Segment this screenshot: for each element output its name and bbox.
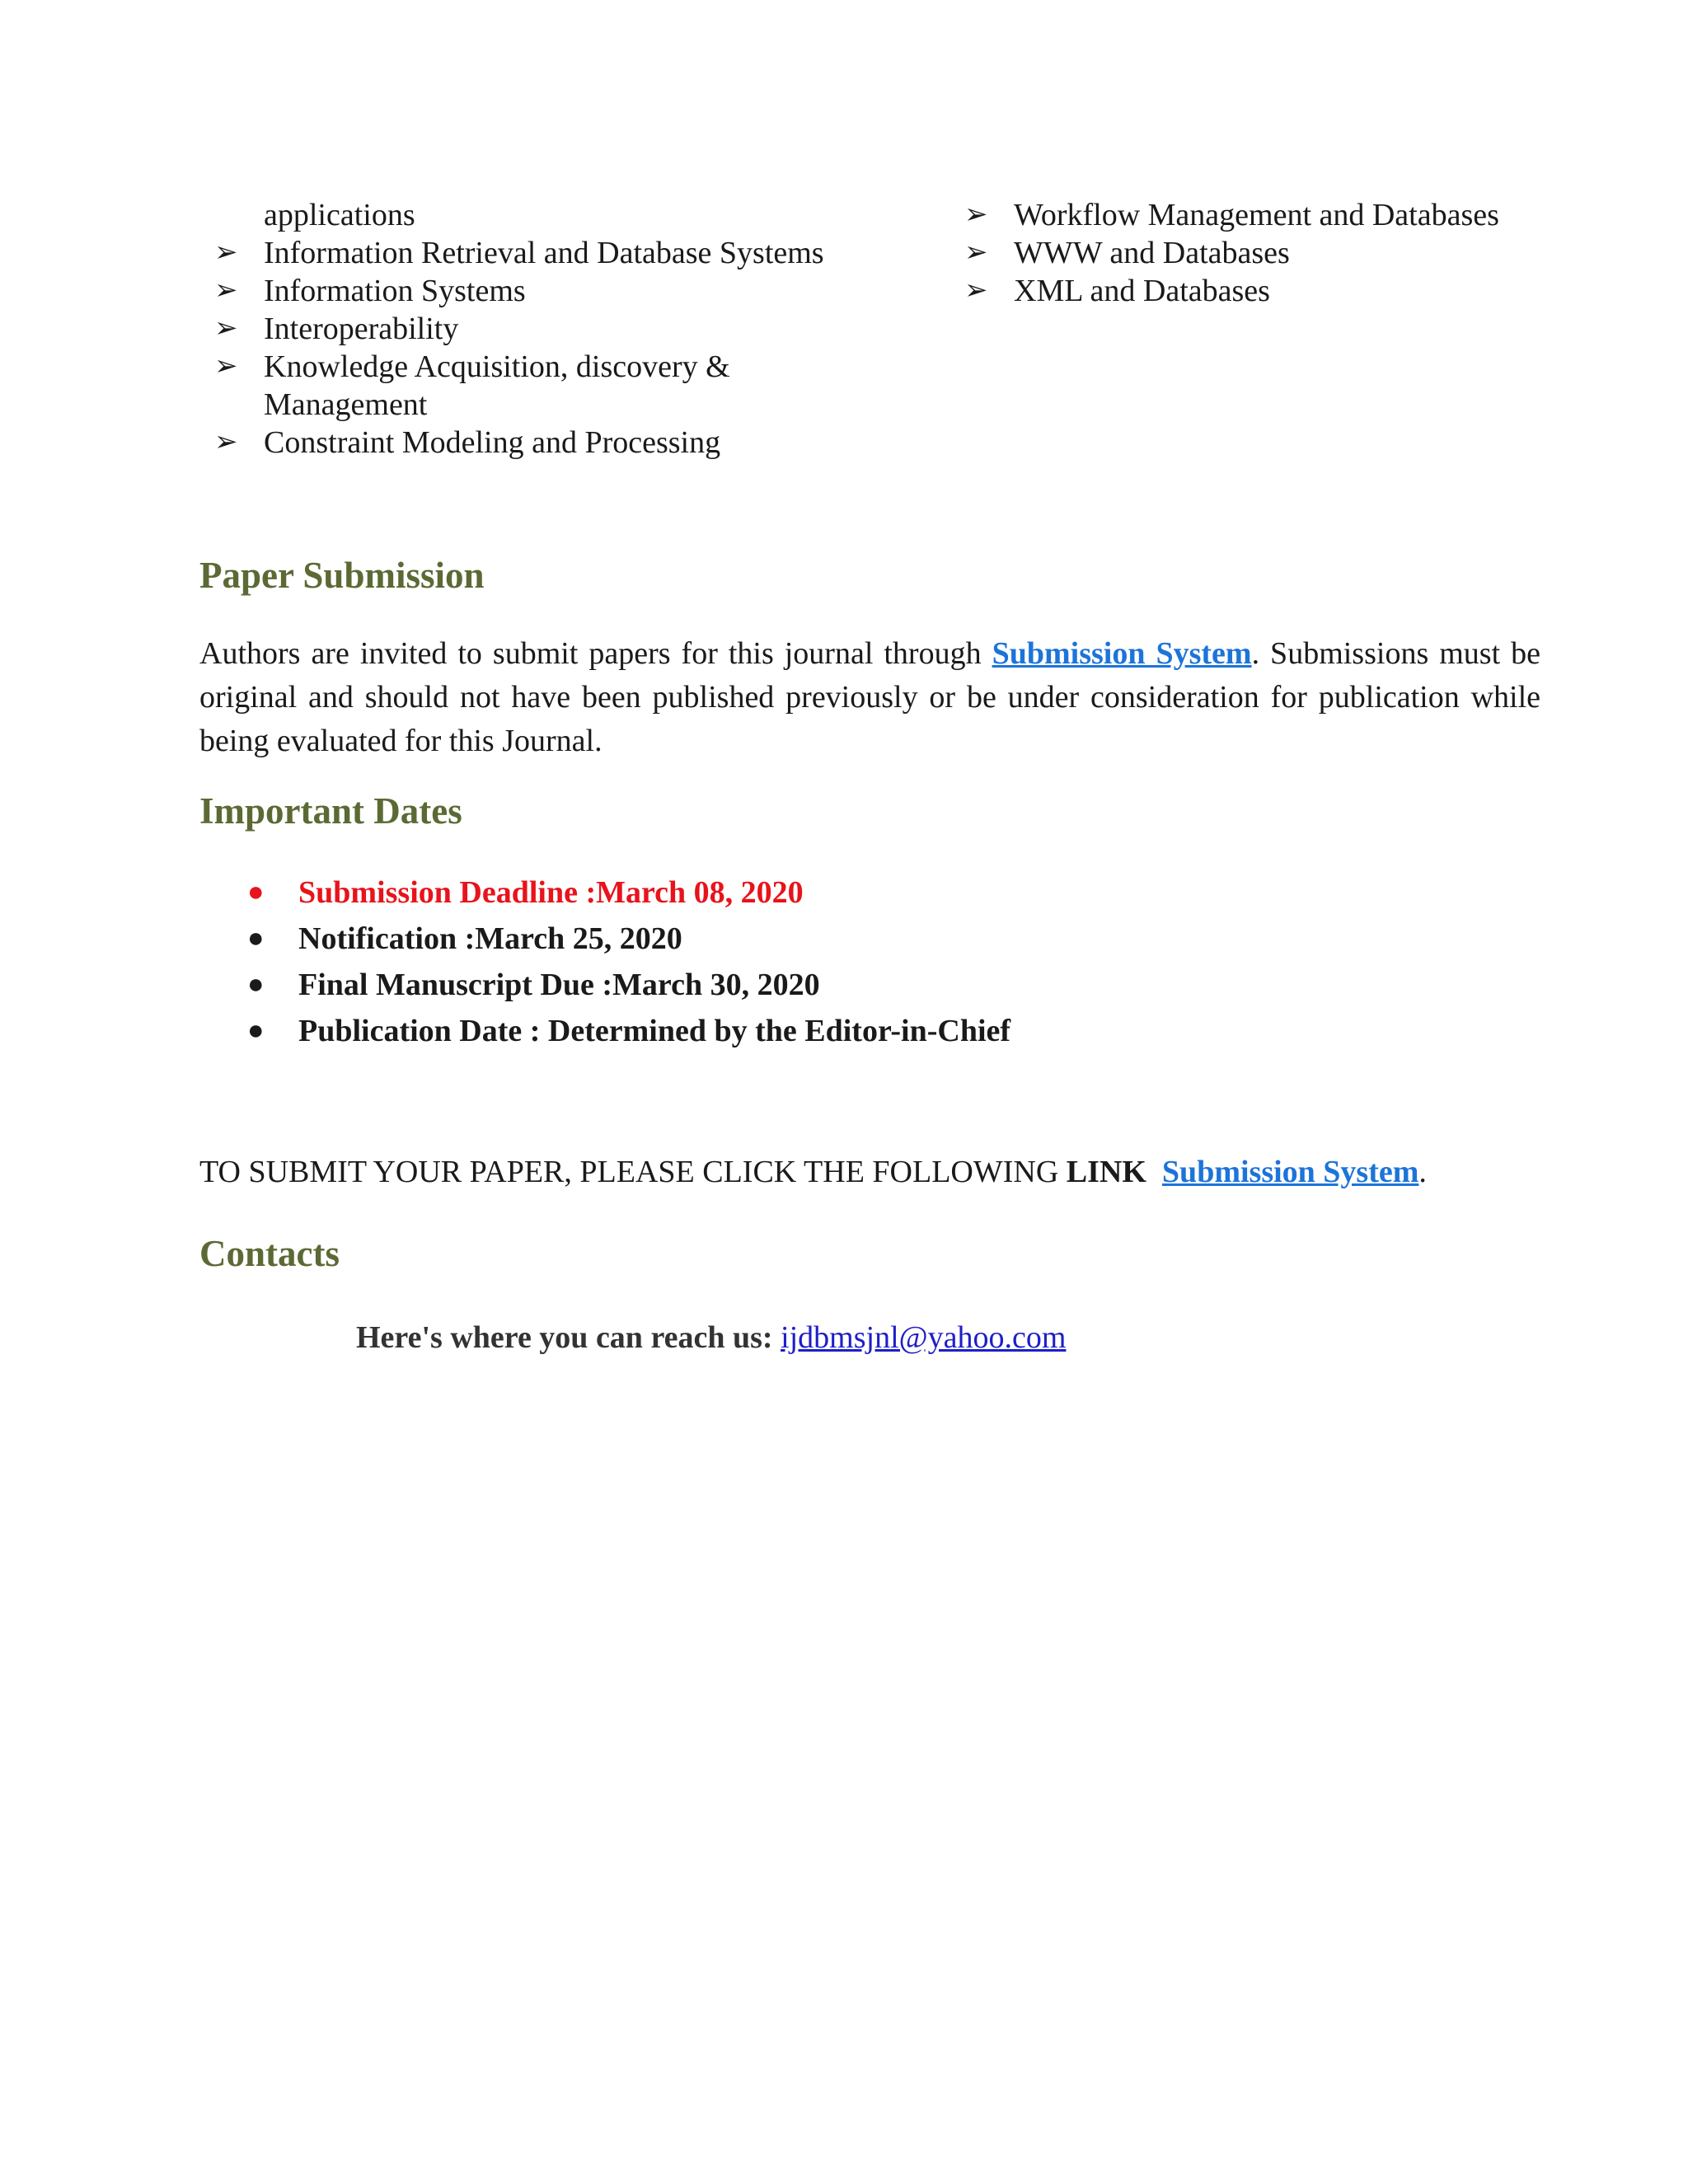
arrow-bullet-icon: ➢	[214, 275, 238, 306]
topic-text: Knowledge Acquisition, discovery &	[264, 349, 730, 384]
topics-right-column	[960, 196, 1554, 310]
contacts-heading: Contacts	[199, 1233, 340, 1274]
topic-item	[960, 272, 1554, 310]
arrow-bullet-icon: ➢	[214, 313, 238, 344]
bullet-dot-icon: ●	[247, 969, 265, 1000]
paragraph-text: . Submissions must be original and should not have been published previously or be under consideration for publication while being evaluated for this Journal.	[199, 636, 1540, 758]
topic-item	[210, 234, 886, 272]
arrow-bullet-icon: ➢	[214, 351, 238, 382]
important-dates-list	[247, 869, 1236, 1054]
arrow-bullet-icon: ➢	[214, 427, 238, 457]
date-item-final-manuscript	[247, 962, 1236, 1008]
contact-email-link[interactable]: ijdbmsjnl@yahoo.com	[781, 1320, 1067, 1355]
paragraph-text: Authors are invited to submit papers for this journal through	[199, 636, 992, 671]
contact-line	[356, 1317, 1066, 1358]
topic-item	[210, 310, 886, 348]
cta-bold-word: LINK	[1066, 1155, 1146, 1189]
topic-text: Workflow Management and Databases	[1014, 198, 1499, 232]
submission-system-link-cta[interactable]: Submission System	[1161, 1155, 1419, 1189]
topics-left-column	[210, 196, 886, 462]
topic-text: applications	[264, 198, 415, 232]
submit-call-to-action	[199, 1151, 1427, 1193]
bullet-dot-icon: ●	[247, 877, 265, 907]
topic-item	[960, 234, 1554, 272]
important-dates-heading: Important Dates	[199, 790, 462, 832]
topic-text: Management	[264, 387, 428, 422]
topic-text: Constraint Modeling and Processing	[264, 425, 721, 460]
topic-text: Information Retrieval and Database Systems	[264, 236, 824, 270]
arrow-bullet-icon: ➢	[214, 237, 238, 268]
paper-submission-heading: Paper Submission	[199, 555, 485, 596]
arrow-bullet-icon: ➢	[964, 275, 988, 306]
paper-submission-paragraph	[199, 632, 1540, 763]
cta-text: TO SUBMIT YOUR PAPER, PLEASE CLICK THE FOLLOWING	[199, 1155, 1067, 1189]
bullet-dot-icon: ●	[247, 1015, 265, 1046]
submission-system-link[interactable]: Submission System	[992, 636, 1252, 671]
cta-end: .	[1418, 1155, 1427, 1189]
date-text: Final Manuscript Due :March 30, 2020	[298, 968, 820, 1002]
topic-item	[210, 196, 886, 234]
date-text: Notification :March 25, 2020	[298, 921, 682, 956]
topic-item	[210, 386, 886, 424]
bullet-dot-icon: ●	[247, 923, 265, 954]
arrow-bullet-icon: ➢	[964, 237, 988, 268]
topic-item	[210, 348, 886, 386]
topic-item	[960, 196, 1554, 234]
date-text: Publication Date : Determined by the Editor-in-Chief	[298, 1014, 1011, 1048]
topic-item	[210, 272, 886, 310]
arrow-bullet-icon: ➢	[964, 199, 988, 230]
topic-item	[210, 424, 886, 462]
date-item-submission-deadline	[247, 869, 1236, 916]
date-text: Submission Deadline :March 08, 2020	[298, 875, 804, 910]
topic-text: Interoperability	[264, 312, 459, 346]
topic-text: WWW and Databases	[1014, 236, 1290, 270]
contact-label: Here's where you can reach us:	[356, 1320, 781, 1355]
topic-text: XML and Databases	[1014, 274, 1270, 308]
date-item-publication	[247, 1008, 1236, 1054]
topic-text: Information Systems	[264, 274, 526, 308]
date-item-notification	[247, 916, 1236, 962]
